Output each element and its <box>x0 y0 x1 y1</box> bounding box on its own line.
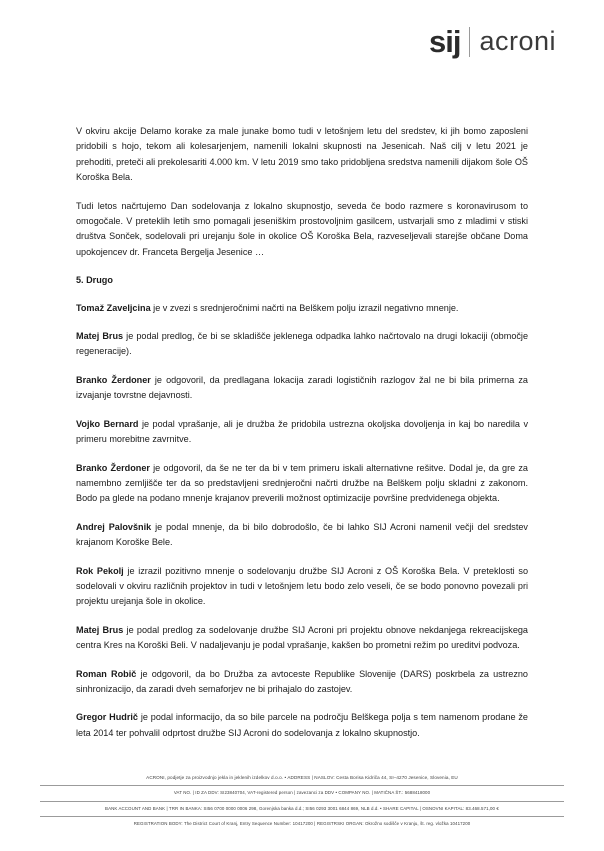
document-body <box>76 124 528 754</box>
speaker-name: Matej Brus <box>76 624 124 635</box>
speaker-name: Roman Robič <box>76 668 137 679</box>
speaker-name: Andrej Palovšnik <box>76 521 152 532</box>
speaker-text: je podal mnenje, da bi bilo dobrodošlo, če bi lahko SIJ Acroni namenil večji del sredstev krajanom Koroške Bele. <box>76 521 528 548</box>
discussion-item <box>76 710 528 741</box>
discussion-item <box>76 667 528 698</box>
page-footer <box>40 774 564 829</box>
logo-acroni-text: acroni <box>479 26 556 56</box>
footer-vat-line: VAT NO. | ID ZA DDV: SI23840704, VAT-registered person | zavezanci za DDV • COMPANY NO. | MATIČNA ŠT.: 5688418000 <box>173 790 431 796</box>
speaker-text: je odgovoril, da bo Družba za avtoceste Republike Slovenije (DARS) poskrbela za ustrezno sinhronizacijo, da zaradi dveh semaforjev ne bi prihajalo do zastojev. <box>76 668 528 694</box>
discussion-item <box>76 623 528 654</box>
discussion-item <box>76 373 528 404</box>
paragraph-intro-2: Tudi letos načrtujemo Dan sodelovanja z lokalno skupnostjo, seveda če bodo razmere s koronavirusom to omogočale. V preteklih letih smo pomagali jeseniškim prostovoljnim gasilcem, ustvarjali smo z mladimi v stiski društva Sonček, sodelovali pri urejanju šole in okolice OŠ Koroška Bela, razveseljevali starejše občane Doma upokojencev dr. Franceta Bergelja Jesenice … <box>76 200 528 257</box>
speaker-text: je izrazil pozitivno mnenje o sodelovanju družbe SIJ Acroni z OŠ Koroška Bela. V preteklosti so sodelovali v okviru različnih projektov in tudi v letošnjem letu bodo zelo veseli, če se bodo ponovno povezali pri projektu urejanja šole in okolice. <box>76 565 528 607</box>
discussion-item <box>76 301 528 316</box>
section-heading-drugo: 5. Drugo <box>76 275 113 286</box>
discussion-item <box>76 329 528 360</box>
logo-divider <box>469 27 470 57</box>
discussion-item <box>76 564 528 610</box>
speaker-text: je podal informacijo, da so bile parcele na področju Belškega polja s tem namenom prodane že leta 2014 ter pohvalil odprtost družbe SIJ Acroni do sodelovanja z lokalno skupnostjo. <box>76 712 528 738</box>
speaker-text: je podal vprašanje, ali je družba že pridobila ustrezna okoljska dovoljenja in kaj bo naredila v primeru morebitne zavrnitve. <box>76 418 528 445</box>
discussion-item <box>76 520 528 551</box>
paragraph-intro-1: V okviru akcije Delamo korake za male junake bomo tudi v letošnjem letu del sredstev, ki jih bomo zaposleni pridobili s hojo, tekom ali kolesarjenjem, namenili lokalni skupnosti na Jesenicah. Naš cilj v letu 2021 je prehoditi, preteči ali prekolesariti 4.000 km. V letu 2019 smo tako pridobljena sredstva namenili dijakom šole OŠ Koroška Bela. <box>76 126 528 183</box>
speaker-text: je odgovoril, da predlagana lokacija zaradi logističnih razlogov žal ne bi bila primerna za izvajanje tovrstne dejavnosti. <box>76 374 528 401</box>
company-logo <box>429 26 556 57</box>
speaker-name: Matej Brus <box>76 331 124 342</box>
speaker-name: Gregor Hudrič <box>76 712 138 723</box>
footer-divider <box>40 816 564 817</box>
footer-divider <box>40 801 564 802</box>
footer-address-line: ACRONI, podjetje za proizvodnjo jekla in jeklenih izdelkov d.o.o. • ADDRESS | NASLOV: Cesta Borisa Kidriča 44, SI–4270 Jesenice, Slovenia, EU <box>146 774 458 780</box>
speaker-text: je v zvezi s srednjeročnimi načrti na Belškem polju izrazil negativno mnenje. <box>150 302 459 313</box>
footer-bank-line: BANK ACCOUNT AND BANK | TRR IN BANKA: SI56 0700 0000 0006 298, Gorenjska banka d.d.; SI56 0293 3001 6844 869, NLB d.d. • SHARE CAPITAL | OSNOVNI KAPITAL: 83.468.571,00 € <box>105 805 499 811</box>
speaker-name: Rok Pekolj <box>76 565 124 576</box>
speaker-name: Tomaž Zaveljcina <box>76 302 151 313</box>
speaker-name: Branko Žerdoner <box>76 462 150 473</box>
footer-divider <box>40 785 564 786</box>
speaker-text: je podal predlog za sodelovanje družbe SIJ Acroni pri projektu obnove nekdanjega rekreacijskega centra Kres na Koroški Beli. V nadaljevanju je podal vprašanje, kakšen bo prometni režim po ureditvi podvoza. <box>76 624 528 651</box>
speaker-text: je odgovoril, da še ne ter da bi v tem primeru iskali alternativne rešitve. Dodal je, da gre za namembno zemljišče ter da so predstavljeni srednjeročni načrti družbe na Belškem polju skladni z zakonom. Bodo pa glede na podano mnenje krajanov preverili možnost optimizacije površine predvidenega objekta. <box>76 462 528 504</box>
speaker-text: je podal predlog, če bi se skladišče jeklenega odpadka lahko načrtovalo na drugi lokaciji (območje regeneracije). <box>76 331 529 357</box>
discussion-item <box>76 461 528 507</box>
speaker-name: Vojko Bernard <box>76 418 139 429</box>
footer-registration-line: REGISTRATION BODY: The District Court of Kranj, Entry Sequence Number: 10417200 | REGISTRSKI ORGAN: Okrožno sodišče v Kranju, št. reg. vložka 10417200 <box>133 821 471 827</box>
speaker-name: Branko Žerdoner <box>76 374 151 385</box>
logo-sij-text: sij <box>428 24 461 59</box>
discussion-item <box>76 417 528 448</box>
